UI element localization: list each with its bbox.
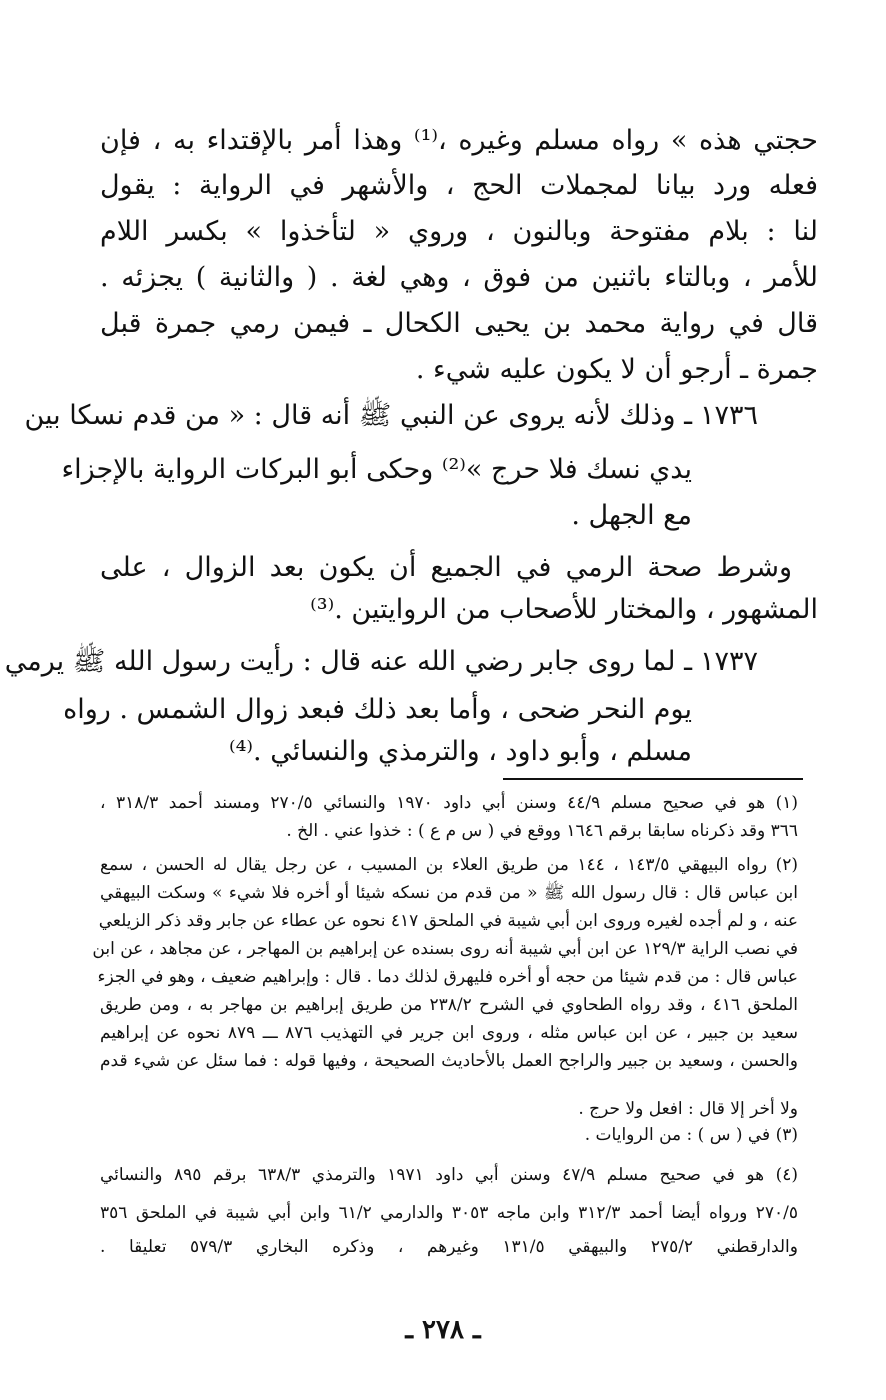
text-line: ـ وذلك لأنه يروى عن النبي ﷺ أنه قال : « من قدم نسكا بين bbox=[24, 400, 692, 431]
footnote-line: ولا أخر إلا قال : افعل ولا حرج . bbox=[578, 1099, 798, 1119]
footnote-line: ٣٦٦ وقد ذكرناه سابقا برقم ١٦٤٦ ووقع في ( س م ع ) : خذوا عني . الخ . bbox=[286, 821, 798, 841]
footnote-line: والحسن ، وسعيد بن جبير والراجح العمل بالأحاديث الصحيحة ، وفيها قوله : فما سئل عن شيء قدم bbox=[100, 1051, 798, 1071]
text-line: لنا : بلام مفتوحة وبالنون ، وروي « لتأخذوا » بكسر اللام bbox=[100, 216, 818, 247]
footnote-line: والدارقطني ٢٧٥/٢ والبيهقي ١٣١/٥ وغيرهم ، وذكره البخاري ٥٧٩/٣ تعليقا . bbox=[100, 1237, 798, 1257]
text-line: حجتي هذه » رواه مسلم وغيره ،⁽¹⁾ وهذا أمر بالإقتداء به ، فإن bbox=[100, 125, 818, 156]
text-line: ـ لما روى جابر رضي الله عنه قال : رأيت رسول الله ﷺ يرمي bbox=[4, 646, 692, 677]
text-line: قال في رواية محمد بن يحيى الكحال ـ فيمن رمي جمرة قبل bbox=[100, 308, 818, 339]
text-line: يدي نسك فلا حرج »⁽²⁾ وحكى أبو البركات الرواية بالإجزاء bbox=[61, 454, 692, 485]
footnote-line: (٤) هو في صحيح مسلم ٤٧/٩ وسنن أبي داود ١٩٧١ والترمذي ٦٣٨/٣ برقم ٨٩٥ والنسائي bbox=[100, 1165, 799, 1185]
text-line: المشهور ، والمختار للأصحاب من الروايتين .⁽³⁾ bbox=[310, 594, 818, 625]
text-line: مع الجهل . bbox=[571, 500, 692, 531]
footnote-line: (٣) في ( س ) : من الروايات . bbox=[584, 1125, 798, 1145]
page-number: ـ ٢٧٨ ـ bbox=[405, 1315, 481, 1345]
paragraph-number-1736: ١٧٣٦ bbox=[700, 400, 759, 431]
footnote-line: الملحق ٤١٦ ، وقد رواه الطحاوي في الشرح ٢٣٨/٢ من طريق إبراهيم بن مهاجر به ، ومن طريق bbox=[100, 995, 798, 1015]
text-line: يوم النحر ضحى ، وأما بعد ذلك فبعد زوال الشمس . رواه bbox=[63, 694, 692, 725]
footnote-line: في نصب الراية ١٢٩/٣ عن ابن أبي شيبة أنه روى بسنده عن إبراهيم بن المهاجر ، عن مجاهد ، عن ابن bbox=[92, 939, 798, 959]
footnote-line: عنه ، و لم أجده لغيره وروى ابن أبي شيبة في الملحق ٤١٧ نحوه عن عطاء عن جابر وقد ذكر الزيلعي bbox=[98, 911, 798, 931]
footnote-line: (١) هو في صحيح مسلم ٤٤/٩ وسنن أبي داود ١٩٧٠ والنسائي ٢٧٠/٥ ومسند أحمد ٣١٨/٣ ، bbox=[100, 793, 799, 813]
text-line: مسلم ، وأبو داود ، والترمذي والنسائي .⁽⁴⁾ bbox=[228, 736, 692, 767]
text-line: وشرط صحة الرمي في الجميع أن يكون بعد الزوال ، على bbox=[100, 552, 792, 583]
footnote-line: عباس قال : من قدم شيئا من حجه أو أخره فليهرق لذلك دما . قال : وإبراهيم ضعيف ، وهو في الجزء bbox=[97, 967, 798, 987]
text-line: للأمر ، وبالتاء باثنين من فوق ، وهي لغة . ( والثانية ) يجزئه . bbox=[100, 262, 818, 293]
footnote-line: سعيد بن جبير ، عن ابن عباس مثله ، وروى ابن جرير في التهذيب ٨٧٦ ـــ ٨٧٩ نحوه عن إبراهيم bbox=[100, 1023, 799, 1043]
footnote-line: ابن عباس قال : قال رسول الله ﷺ « من قدم من نسكه شيئا أو أخره فلا شيء » وسكت البيهقي bbox=[100, 883, 798, 903]
footnote-divider bbox=[503, 778, 803, 780]
text-line: فعله ورد بيانا لمجملات الحج ، والأشهر في الرواية : يقول bbox=[100, 170, 818, 201]
text-line: جمرة ـ أرجو أن لا يكون عليه شيء . bbox=[415, 354, 818, 385]
footnote-line: (٢) رواه البيهقي ١٤٣/٥ ، ١٤٤ من طريق العلاء بن المسيب ، عن رجل يقال له الحسن ، سمع bbox=[100, 855, 798, 875]
footnote-line: ٢٧٠/٥ ورواه أيضا أحمد ٣١٢/٣ وابن ماجه ٣٠٥٣ والدارمي ٦١/٢ وابن أبي شيبة في الملحق ٣٥٦ bbox=[100, 1203, 799, 1223]
paragraph-number-1737: ١٧٣٧ bbox=[700, 646, 759, 677]
